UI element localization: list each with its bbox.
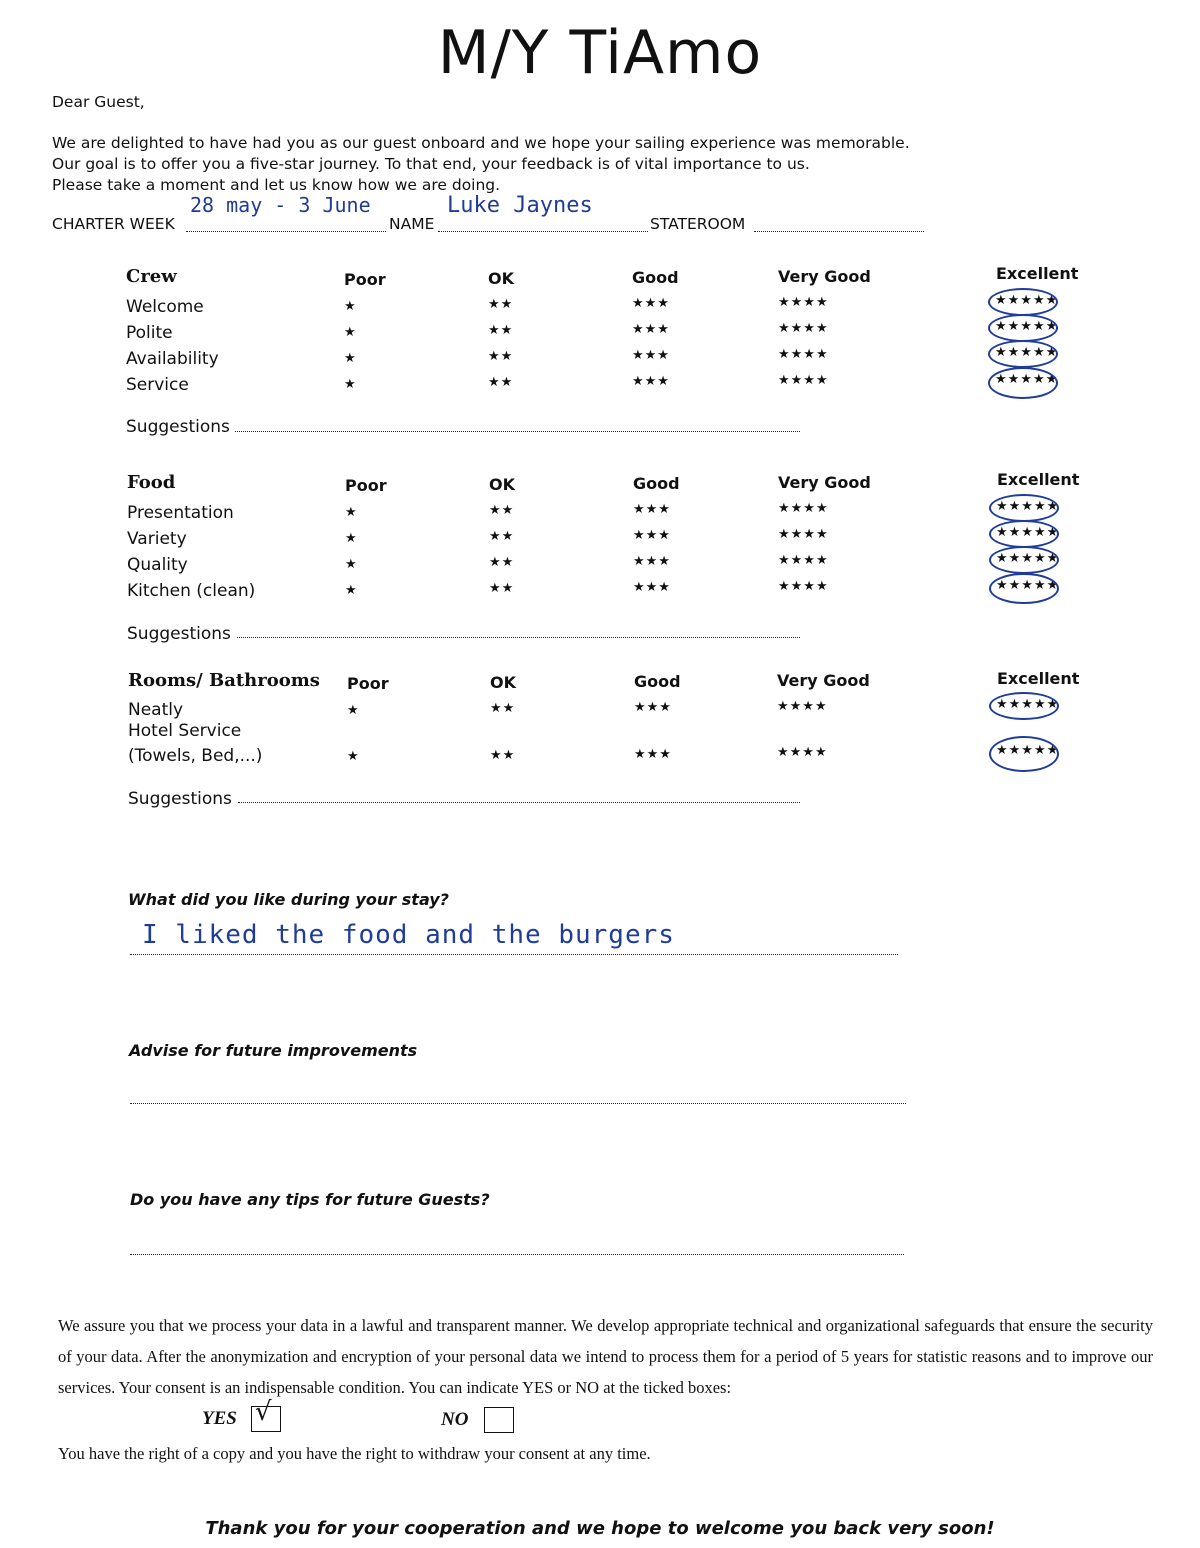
rating-excellent[interactable]: ★★★★★ <box>995 345 1059 360</box>
rating-poor[interactable]: ★ <box>347 703 360 718</box>
footer-thanks: Thank you for your cooperation and we hope to welcome you back very soon! <box>205 1518 995 1539</box>
selected-circle <box>989 546 1059 574</box>
rating-good[interactable]: ★★★ <box>633 528 671 543</box>
rating-poor[interactable]: ★ <box>344 299 357 314</box>
rating-very-good[interactable]: ★★★★ <box>778 295 829 310</box>
check-mark-icon: √ <box>255 1397 272 1427</box>
col-poor: Poor <box>345 476 387 495</box>
yes-label: YES <box>202 1408 237 1429</box>
col-poor: Poor <box>344 270 386 289</box>
selected-circle <box>988 288 1058 316</box>
rating-ok[interactable]: ★★ <box>488 323 514 338</box>
row-label-sub: (Towels, Bed,...) <box>128 746 263 766</box>
no-label: NO <box>441 1409 469 1430</box>
row-label: Presentation <box>127 503 234 523</box>
rating-ok[interactable]: ★★ <box>490 748 516 763</box>
row-label: Hotel Service <box>128 721 242 741</box>
rating-good[interactable]: ★★★ <box>632 348 670 363</box>
suggestions-label: Suggestions <box>128 789 232 809</box>
section-title-rooms: Rooms/ Bathrooms <box>128 670 320 691</box>
rating-very-good[interactable]: ★★★★ <box>777 745 828 760</box>
rating-excellent[interactable]: ★★★★★ <box>995 372 1059 387</box>
col-very-good: Very Good <box>778 473 871 492</box>
charter-week-line <box>186 231 386 232</box>
suggestions-field-crew[interactable] <box>235 431 800 432</box>
consent-rights: You have the right of a copy and you have the right to withdraw your consent at any time. <box>58 1444 651 1463</box>
intro-line-3: Please take a moment and let us know how we are doing. <box>52 176 501 194</box>
rating-poor[interactable]: ★ <box>347 749 360 764</box>
col-ok: OK <box>490 673 516 692</box>
consent-text: We assure you that we process your data in a lawful and transparent manner. We develop appropriate technical and organizational safeguards that ensure the security of your data. After the anonymization and encryption of your personal data we intend to process them for a period of 5 years for statistic reasons and to improve our services. Your consent is an indispensable condition. You can indicate YES or NO at the ticked boxes: <box>58 1316 1153 1397</box>
rating-good[interactable]: ★★★ <box>633 502 671 517</box>
col-excellent: Excellent <box>996 264 1079 283</box>
question-advise: Advise for future improvements <box>129 1041 418 1060</box>
col-ok: OK <box>489 475 515 494</box>
selected-circle <box>988 340 1058 368</box>
rating-good[interactable]: ★★★ <box>632 296 670 311</box>
stateroom-field[interactable] <box>754 231 924 232</box>
rating-excellent[interactable]: ★★★★★ <box>996 551 1060 566</box>
row-label: Welcome <box>126 297 204 317</box>
intro-line-1: We are delighted to have had you as our guest onboard and we hope your sailing experience was memorable. <box>52 134 910 152</box>
section-title-food: Food <box>127 472 176 493</box>
row-label: Polite <box>126 323 173 343</box>
suggestions-field-rooms[interactable] <box>238 802 800 803</box>
col-good: Good <box>634 672 681 691</box>
rating-poor[interactable]: ★ <box>345 531 358 546</box>
no-checkbox[interactable] <box>484 1407 514 1433</box>
question-liked: What did you like during your stay? <box>128 890 449 909</box>
row-label: Neatly <box>128 700 184 720</box>
row-label: Service <box>126 375 189 395</box>
rating-excellent[interactable]: ★★★★★ <box>996 743 1060 758</box>
suggestions-label: Suggestions <box>126 417 230 437</box>
col-ok: OK <box>488 269 514 288</box>
row-label: Quality <box>127 555 188 575</box>
selected-circle <box>989 692 1059 720</box>
rating-very-good[interactable]: ★★★★ <box>778 321 829 336</box>
rating-poor[interactable]: ★ <box>345 505 358 520</box>
rating-excellent[interactable]: ★★★★★ <box>995 319 1059 334</box>
col-very-good: Very Good <box>777 671 870 690</box>
greeting: Dear Guest, <box>52 93 145 111</box>
yes-checkbox[interactable] <box>251 1397 281 1432</box>
rating-excellent[interactable]: ★★★★★ <box>995 293 1059 308</box>
row-label: Variety <box>127 529 187 549</box>
rating-very-good[interactable]: ★★★★ <box>778 579 829 594</box>
rating-very-good[interactable]: ★★★★ <box>778 501 829 516</box>
rating-poor[interactable]: ★ <box>344 325 357 340</box>
suggestions-label: Suggestions <box>127 624 231 644</box>
row-label: Kitchen (clean) <box>127 581 256 601</box>
col-excellent: Excellent <box>997 470 1080 489</box>
intro-line-2: Our goal is to offer you a five-star journey. To that end, your feedback is of vital importance to us. <box>52 155 810 173</box>
rating-very-good[interactable]: ★★★★ <box>778 527 829 542</box>
answer-liked[interactable]: I liked the food and the burgers <box>142 920 675 950</box>
rating-poor[interactable]: ★ <box>344 377 357 392</box>
rating-ok[interactable]: ★★ <box>489 529 515 544</box>
answer-liked-line <box>130 954 898 955</box>
col-very-good: Very Good <box>778 267 871 286</box>
col-good: Good <box>632 268 679 287</box>
selected-circle <box>988 314 1058 342</box>
rating-very-good[interactable]: ★★★★ <box>778 553 829 568</box>
name-field[interactable]: Luke Jaynes <box>447 193 593 218</box>
rating-ok[interactable]: ★★ <box>488 349 514 364</box>
rating-excellent[interactable]: ★★★★★ <box>996 499 1060 514</box>
rating-ok[interactable]: ★★ <box>490 701 516 716</box>
rating-poor[interactable]: ★ <box>344 351 357 366</box>
rating-good[interactable]: ★★★ <box>632 374 670 389</box>
rating-excellent[interactable]: ★★★★★ <box>996 578 1060 593</box>
rating-poor[interactable]: ★ <box>345 583 358 598</box>
selected-circle <box>989 520 1059 548</box>
answer-tips-field[interactable] <box>130 1254 904 1255</box>
rating-good[interactable]: ★★★ <box>632 322 670 337</box>
selected-circle <box>989 736 1059 772</box>
rating-good[interactable]: ★★★ <box>634 700 672 715</box>
col-excellent: Excellent <box>997 669 1080 688</box>
suggestions-field-food[interactable] <box>237 637 800 638</box>
rating-excellent[interactable]: ★★★★★ <box>996 697 1060 712</box>
selected-circle <box>989 573 1059 604</box>
section-title-crew: Crew <box>126 266 177 287</box>
selected-circle <box>989 494 1059 522</box>
question-tips: Do you have any tips for future Guests? <box>130 1190 490 1209</box>
answer-advise-field[interactable] <box>130 1103 906 1104</box>
rating-ok[interactable]: ★★ <box>489 555 515 570</box>
name-label: NAME <box>389 215 435 233</box>
rating-ok[interactable]: ★★ <box>489 581 515 596</box>
charter-week-label: CHARTER WEEK <box>52 215 175 233</box>
rating-excellent[interactable]: ★★★★★ <box>996 525 1060 540</box>
rating-ok[interactable]: ★★ <box>488 297 514 312</box>
row-label: Availability <box>126 349 219 369</box>
name-line <box>438 231 648 232</box>
rating-ok[interactable]: ★★ <box>488 375 514 390</box>
col-poor: Poor <box>347 674 389 693</box>
rating-good[interactable]: ★★★ <box>633 554 671 569</box>
rating-very-good[interactable]: ★★★★ <box>778 373 829 388</box>
stateroom-label: STATEROOM <box>650 215 746 233</box>
selected-circle <box>988 367 1058 399</box>
rating-very-good[interactable]: ★★★★ <box>778 347 829 362</box>
rating-poor[interactable]: ★ <box>345 557 358 572</box>
rating-good[interactable]: ★★★ <box>634 747 672 762</box>
rating-very-good[interactable]: ★★★★ <box>777 699 828 714</box>
form-title: M/Y TiAmo <box>437 18 763 88</box>
rating-ok[interactable]: ★★ <box>489 503 515 518</box>
rating-good[interactable]: ★★★ <box>633 580 671 595</box>
charter-week-field[interactable]: 28 may - 3 June <box>190 193 371 217</box>
col-good: Good <box>633 474 680 493</box>
